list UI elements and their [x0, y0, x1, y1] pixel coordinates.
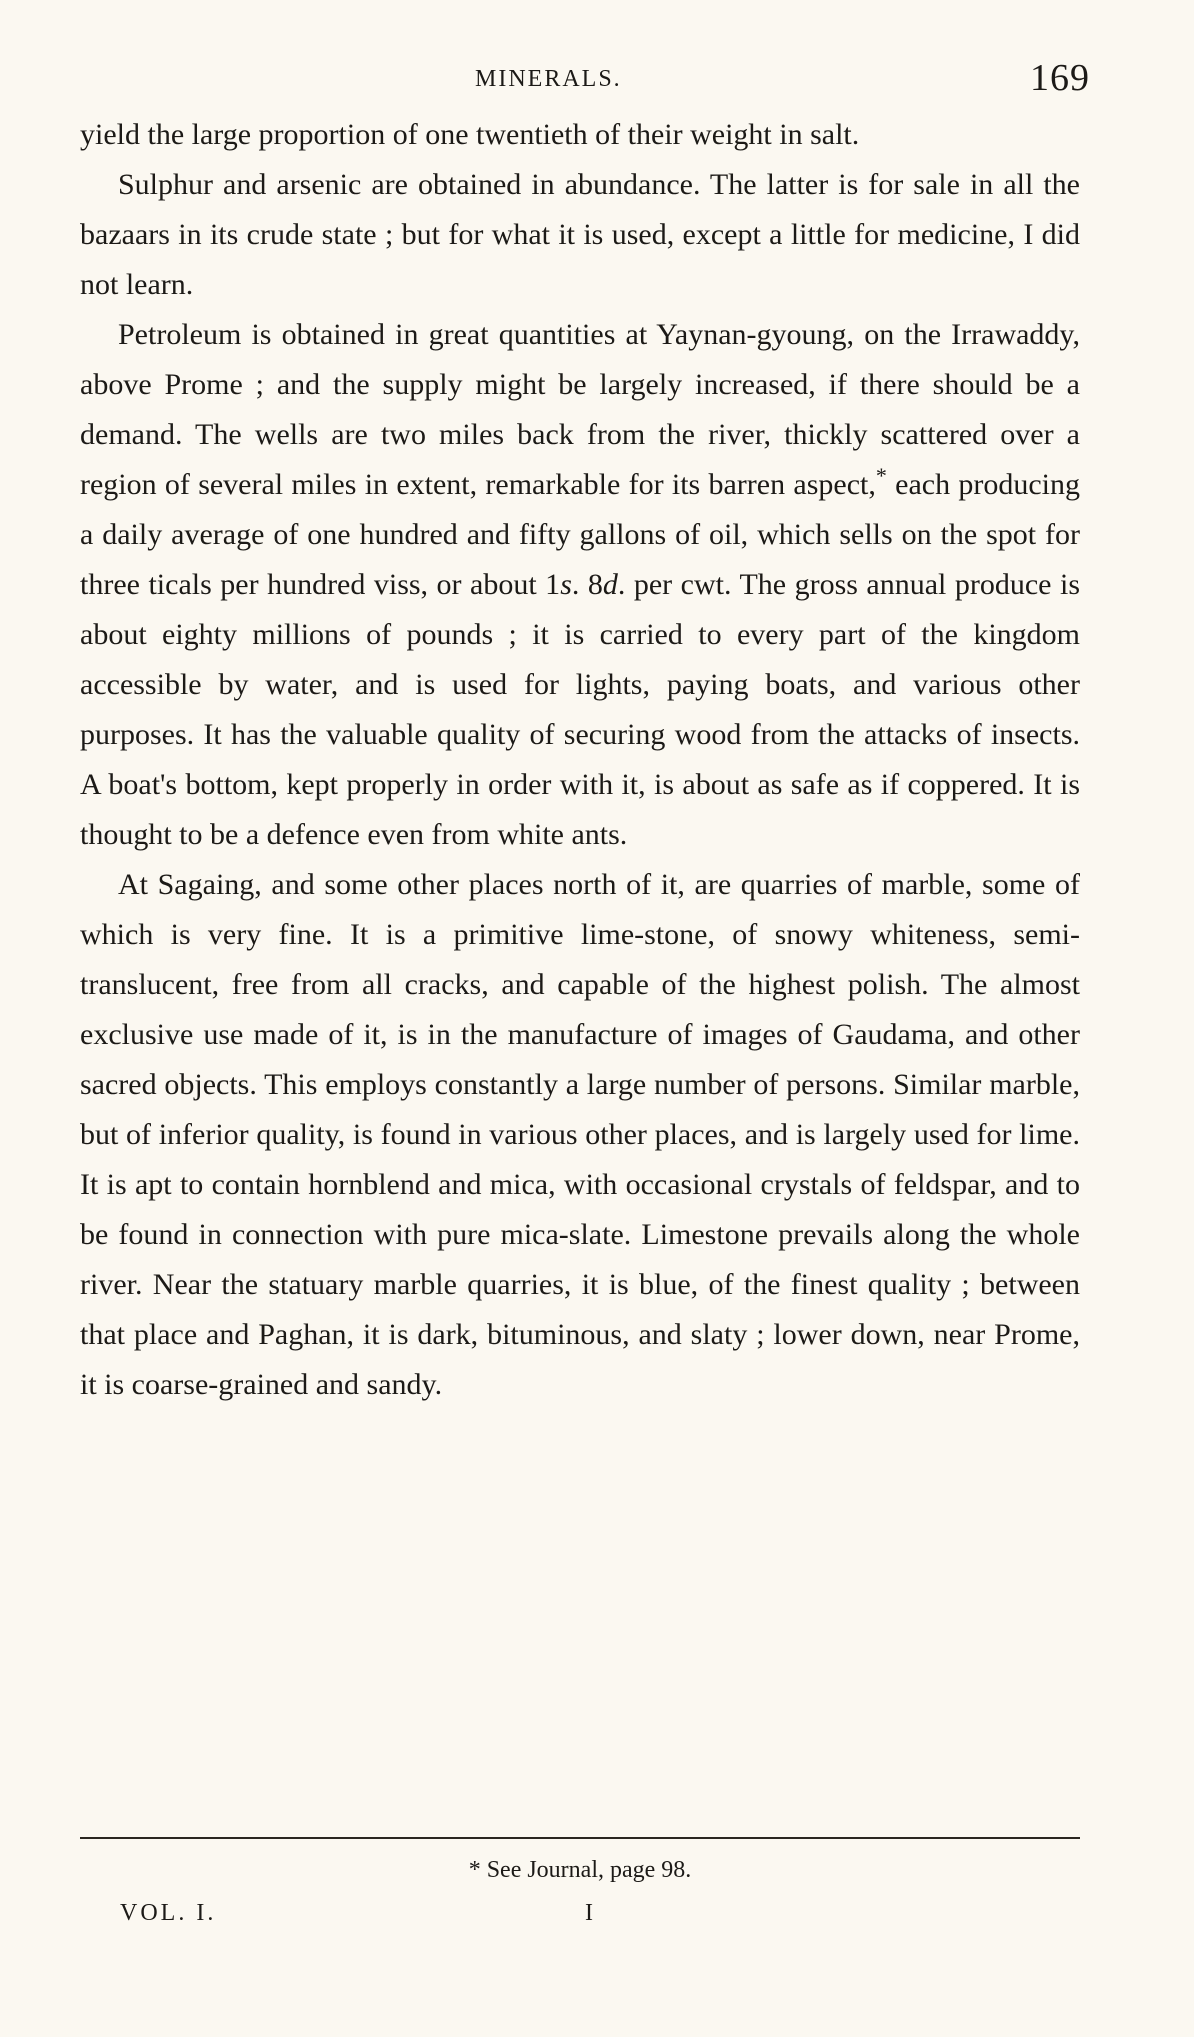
page-footer — [80, 1900, 1080, 1940]
paragraph-p3 — [80, 310, 1080, 860]
italic-text: s — [560, 568, 572, 601]
volume-mark: VOL. I. — [120, 1900, 217, 1926]
paragraph-p1 — [80, 110, 1080, 160]
body-text — [80, 110, 1080, 1410]
italic-text: d — [602, 568, 618, 601]
footnote-rule — [80, 1837, 1080, 1839]
paragraph-text: Petroleum is obtained in great quantities at Yaynan-gyoung, on the Irrawaddy, above Prome ; and the supply might be largely increased, if there should be a demand. The wells are two miles back from the river, thickly scattered over a region of several miles in extent, remarkable for its barren aspect, — [80, 318, 1080, 501]
paragraph-text: . 8 — [571, 568, 603, 601]
footnote-reference: * — [875, 463, 887, 488]
signature-mark: I — [585, 1900, 593, 1926]
paragraph-text: each producing a daily average of one hundred and fifty gallons of oil, which sells on the spot for three ticals per hundred viss, or about 1 — [80, 468, 1080, 601]
paragraph-text: At Sagaing, and some other places north of it, are quarries of marble, some of which is very fine. It is a primitive lime-stone, of snowy whiteness, semi-translucent, free from all cracks, and capable of the highest polish. The almost exclusive use made of it, is in the manufacture of images of Gaudama, and other sacred objects. This employs constantly a large number of persons. Similar marble, but of inferior quality, is found in various other places, and is largely used for lime. It is apt to contain hornblend and mica, with occasional crystals of feldspar, and to be found in connection with pure mica-slate. Limestone prevails along the whole river. Near the statuary marble quarries, it is blue, of the finest quality ; between that place and Paghan, it is dark, bituminous, and slaty ; lower down, near Prome, it is coarse-grained and sandy. — [80, 868, 1080, 1401]
paragraph-text: yield the large proportion of one twentieth of their weight in salt. — [80, 118, 860, 151]
page-header — [80, 56, 1090, 106]
footnote: * See Journal, page 98. — [468, 1857, 692, 1883]
paragraph-text: . per cwt. The gross annual produce is about eighty millions of pounds ; it is carried to every part of the kingdom accessible by water, and is used for lights, paying boats, and various other purposes. It has the valuable quality of securing wood from the attacks of insects. A boat's bottom, kept properly in order with it, is about as safe as if coppered. It is thought to be a defence even from white ants. — [80, 568, 1081, 851]
paragraph-p4 — [80, 860, 1080, 1410]
paragraph-text: Sulphur and arsenic are obtained in abundance. The latter is for sale in all the bazaars in its crude state ; but for what it is used, except a little for medicine, I did not learn. — [80, 168, 1080, 301]
running-head: MINERALS. — [475, 66, 622, 92]
page-number: 169 — [1030, 57, 1090, 99]
paragraph-p2 — [80, 160, 1080, 310]
